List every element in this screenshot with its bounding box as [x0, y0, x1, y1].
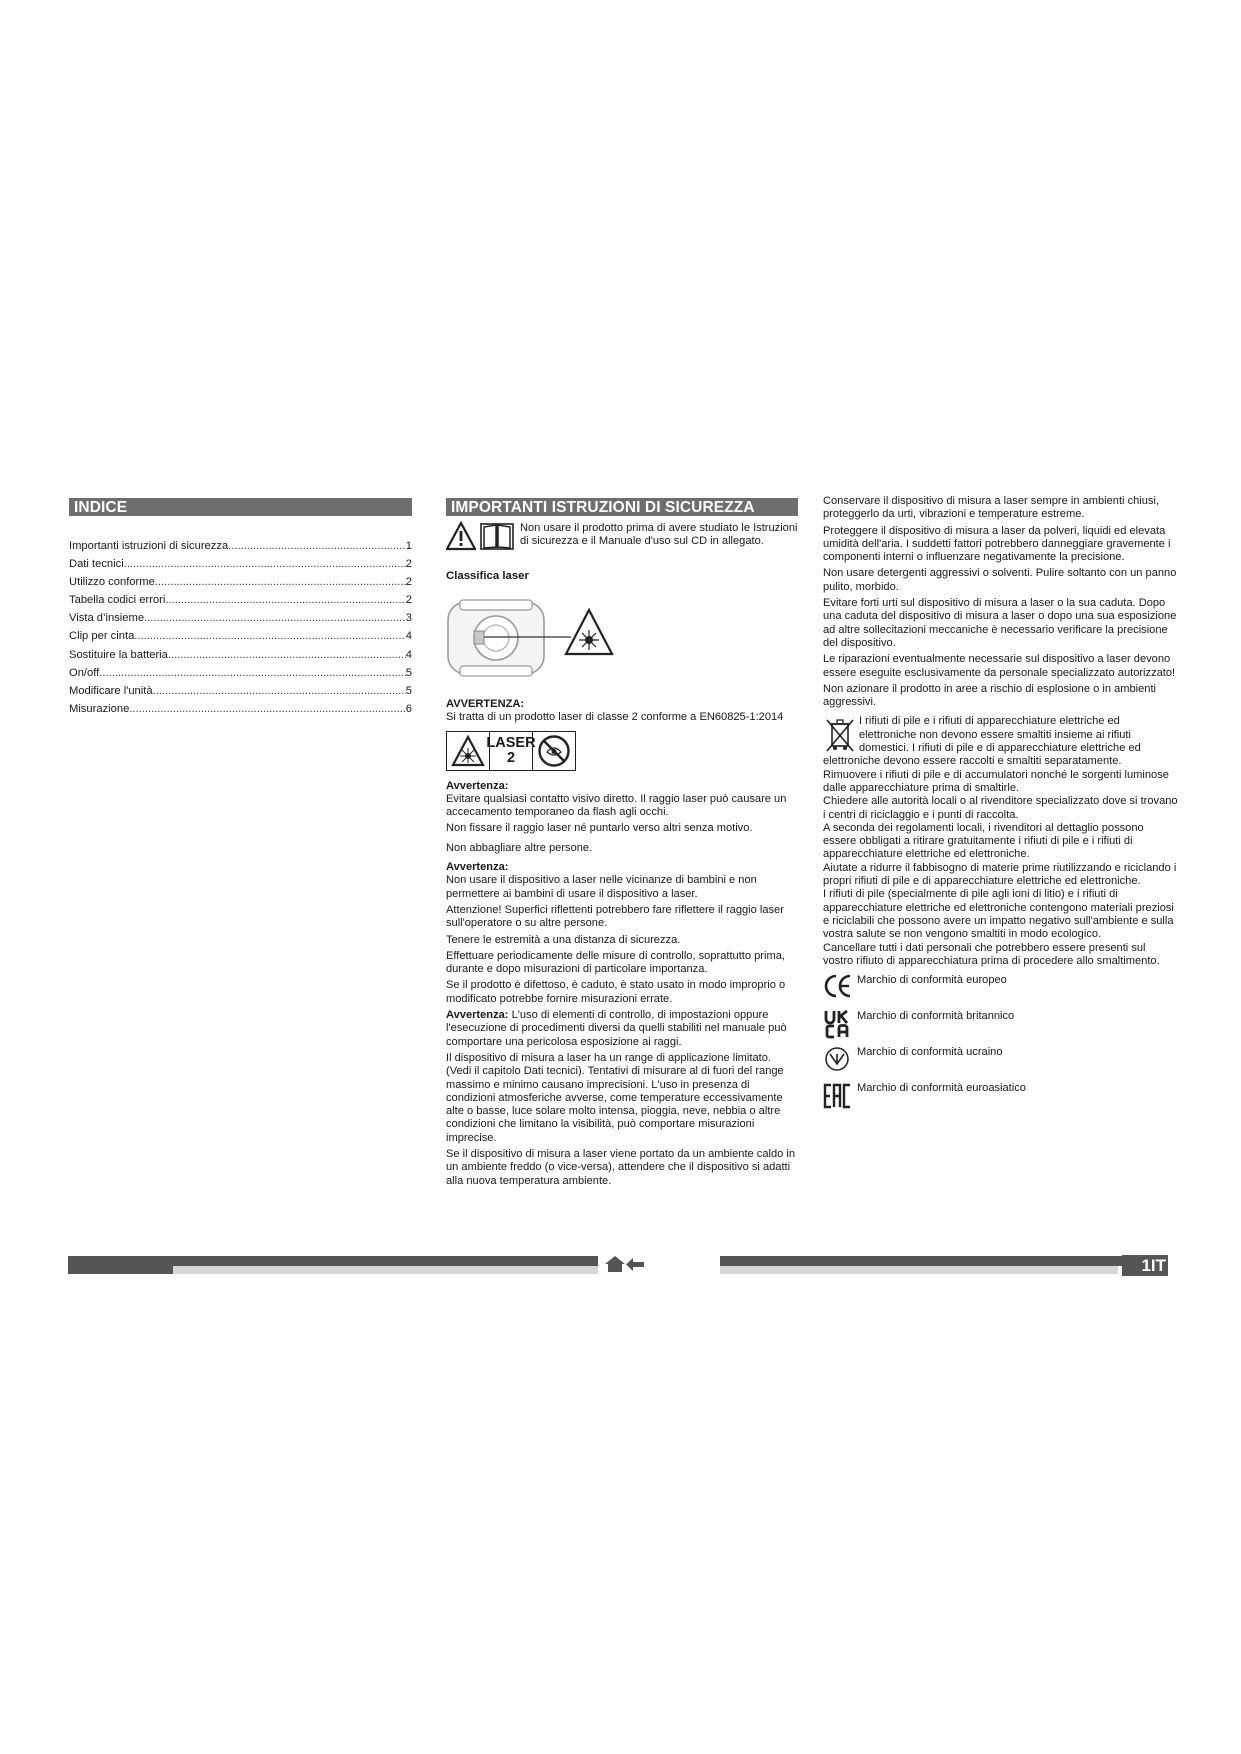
safety-column [446, 498, 798, 1191]
safety-paragraph: Se il dispositivo di misura a laser viene portato da un ambiente caldo in un ambiente freddo (o vice-versa), attendere che il dispositivo si adatti alla nuova temperatura ambiente. [446, 1148, 796, 1187]
eac-mark-icon [823, 1081, 851, 1109]
laser-class-number: 2 [506, 749, 516, 766]
toc-item[interactable]: Tabella codici errori ..... 2 [69, 591, 412, 609]
toc-item[interactable]: Clip per cinta ..... 4 [69, 627, 412, 645]
safety-paragraph: Effettuare periodicamente delle misure di controllo, soprattutto prima, durante e dopo misurazioni di particolare importanza. [446, 949, 785, 976]
ce-mark-icon [823, 973, 853, 999]
manual-book-icon [478, 521, 516, 551]
conformity-mark-text: Marchio di conformità europeo [857, 974, 1007, 987]
toc-item[interactable]: Utilizzo conforme ..... 2 [69, 573, 412, 591]
conformity-mark-text: Marchio di conformità ucraino [857, 1046, 1003, 1059]
care-paragraph: Non usare detergenti aggressivi o solventi. Pulire soltanto con un panno pulito, morbido. [823, 567, 1177, 593]
safety-paragraph: Evitare qualsiasi contatto visivo diretto. Il raggio laser può causare un accecamento temporaneo da flash agli occhi. [446, 792, 787, 819]
warning-triangle-icon [446, 521, 476, 551]
safety-title: IMPORTANTI ISTRUZIONI DI SICUREZZA [446, 498, 798, 516]
disposal-paragraph: I rifiuti di pile e i rifiuti di apparecchiature elettriche ed elettroniche non devono essere smaltiti insieme ai rifiuti domestici. I rifiuti di pile e di apparecchiature elettriche ed elettroniche devono essere raccolti e smaltiti separatamente. [823, 715, 1141, 768]
safety-paragraph: Attenzione! Superfici riflettenti potrebbero fare riflettere il raggio laser sull'operatore o su altre persone. [446, 903, 784, 930]
disposal-paragraph: Chiedere alle autorità locali o al rivenditore specializzato dove si trovano i centri di riciclaggio e i punti di raccolta. [823, 795, 1178, 821]
avvertenza-caps-label: AVVERTENZA: [446, 698, 525, 710]
care-paragraph: Conservare il dispositivo di misura a laser sempre in ambienti chiusi, proteggerlo da urti, vibrazioni e temperature estreme. [823, 495, 1160, 521]
disposal-paragraph: Cancellare tutti i dati personali che potrebbero essere presenti sul vostro rifiuto di apparecchiatura prima di procedere allo smaltimento. [823, 941, 1160, 967]
toc-column [69, 498, 412, 718]
avvertenza-label: Avvertenza: [446, 779, 509, 792]
laser-device-illustration [446, 598, 616, 680]
safety-paragraph: Se il prodotto è difettoso, è caduto, è stato usato in modo improprio o modificato potrebbe fornire misurazioni errate. [446, 979, 786, 1005]
toc-item[interactable]: Sostituire la batteria ..... 4 [69, 646, 412, 664]
conformity-mark-row [823, 973, 1178, 1004]
care-paragraph: Proteggere il dispositivo di misura a laser da polveri, liquidi ed elevata umidità dell'aria. I suddetti fattori potrebbero danneggiare gravemente i componenti interni o influenzare negativamente la precisione. [823, 524, 1171, 564]
laser-class-label [446, 731, 798, 771]
care-column [823, 495, 1178, 1112]
conformity-mark-text: Marchio di conformità euroasiatico [857, 1082, 1026, 1095]
ukca-mark-icon [823, 1009, 853, 1039]
footer-navigation[interactable] [598, 1253, 720, 1275]
care-paragraph: Evitare forti urti sul dispositivo di misura a laser o la sua caduta. Dopo una caduta del dispositivo di misura a laser o dopo una sua esposizione ad altre sollecitazioni meccaniche è necessario verificare la precisione del dispositivo. [823, 597, 1177, 649]
avvertenza-label: Avvertenza: [446, 861, 509, 874]
home-icon[interactable] [604, 1255, 626, 1273]
safety-paragraph: Non fissare il raggio laser né puntarlo verso altri senza motivo. [446, 822, 753, 835]
footer-bar [68, 1266, 173, 1274]
safety-paragraph: Non usare il dispositivo a laser nelle vicinanze di bambini e non permettere ai bambini di usare il dispositivo a laser. [446, 874, 757, 900]
disposal-paragraph: Aiutate a ridurre il fabbisogno di materie prime riutilizzando e riciclando i propri rifiuti di pile e di apparecchiature elettriche ed elettroniche. [823, 861, 1177, 888]
toc-title: INDICE [69, 498, 412, 516]
toc-item[interactable]: Importanti istruzioni di sicurezza ..... 1 [69, 537, 412, 555]
laser-warning-icon [451, 735, 485, 767]
safety-paragraph: Il dispositivo di misura a laser ha un range di applicazione limitato. (Vedi il capitolo Dati tecnici). Tentativi di misurare al di fuori del range massimo e minimo causano imprecisioni. L'uso in presenza di condizioni atmosferiche avverse, come temperature eccessivamente alte o basse, luce solare molto intensa, pioggia, neve, nebbia o altre condizioni che limitano la visibilità, può comportare misurazioni imprecise. [446, 1051, 784, 1144]
safety-intro-text: Non usare il prodotto prima di avere studiato le Istruzioni di sicurezza e il Manuale d'uso sul CD in allegato. [520, 522, 798, 548]
no-stare-icon [537, 734, 571, 768]
conformity-mark-row [823, 1045, 1178, 1076]
toc-item[interactable]: On/off ..... 5 [69, 664, 412, 682]
toc-list [69, 537, 412, 718]
conformity-mark-row [823, 1081, 1178, 1112]
toc-item[interactable]: Modificare l'unità ..... 5 [69, 682, 412, 700]
toc-item[interactable]: Misurazione ..... 6 [69, 700, 412, 718]
avvertenza-caps-text: Si tratta di un prodotto laser di classe 2 conforme a EN60825-1:2014 [446, 711, 784, 724]
toc-item[interactable]: Dati tecnici ..... 2 [69, 555, 412, 573]
laser-class-title: Classifica laser [446, 570, 529, 582]
disposal-section [823, 715, 1178, 968]
safety-paragraph: Tenere le estremità a una distanza di sicurezza. [446, 933, 681, 946]
ua-mark-icon [823, 1045, 851, 1073]
back-arrow-icon[interactable] [626, 1258, 644, 1271]
disposal-paragraph: Rimuovere i rifiuti di pile e di accumulatori nonché le sorgenti luminose dalle apparecchiature prima di smaltirle. [823, 768, 1169, 794]
safety-intro [446, 521, 798, 551]
conformity-mark-row [823, 1009, 1178, 1040]
page-number: 1IT [1122, 1255, 1168, 1276]
laser-label-text: LASER [486, 734, 536, 751]
disposal-paragraph: I rifiuti di pile (specialmente di pile agli ioni di litio) e i rifiuti di apparecchiature elettriche ed elettroniche contengono materiali preziosi e riciclabili che possono avere un impatto negativo sull'ambiente e sulla vostra salute se non vengono smaltiti in modo ecologico. [823, 888, 1174, 941]
care-paragraph: Le riparazioni eventualmente necessarie sul dispositivo a laser devono essere eseguite esclusivamente da personale specializzato autorizzato! [823, 653, 1176, 679]
toc-item[interactable]: Vista d’insieme ..... 3 [69, 609, 412, 627]
care-paragraph: Non azionare il prodotto in aree a rischio di esplosione o in ambienti aggressivi. [823, 682, 1157, 709]
safety-paragraph: Non abbagliare altre persone. [446, 841, 593, 854]
conformity-mark-text: Marchio di conformità britannico [857, 1010, 1015, 1023]
disposal-paragraph: A seconda dei regolamenti locali, i rivenditori al dettaglio possono essere obbligati a ritirare gratuitamente i rifiuti di pile e i rifiuti di apparecchiature elettriche ed elettroniche. [823, 821, 1144, 861]
safety-paragraph: Avvertenza: L'uso di elementi di controllo, di impostazioni oppure l'esecuzione di procedimenti diversi da quelli stabiliti nel manuale può comportare una pericolosa esposizione ai raggi. [446, 1009, 787, 1048]
crossed-bin-icon [823, 717, 857, 753]
page-footer [68, 1256, 1168, 1276]
